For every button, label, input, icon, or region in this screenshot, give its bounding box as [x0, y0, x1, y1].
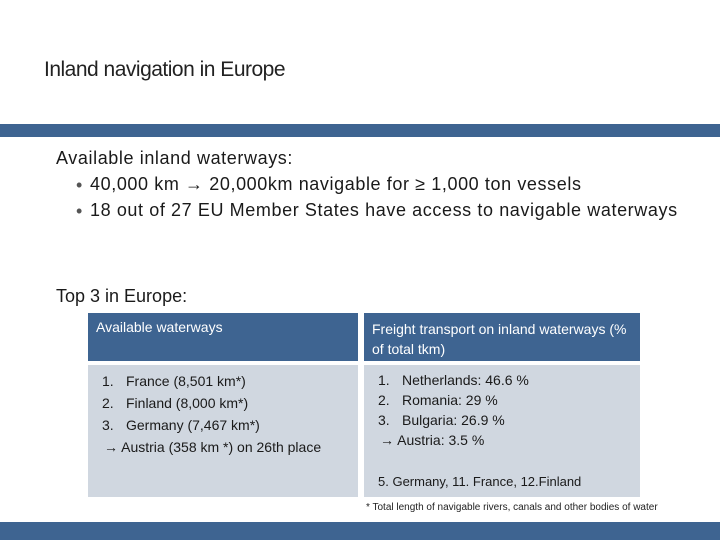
top3-heading: Top 3 in Europe: — [56, 286, 188, 306]
bullet-dot-icon: • — [76, 201, 83, 221]
footer-accent-bar — [0, 522, 720, 540]
list-item: 2. Romania: 29 % — [378, 392, 498, 408]
list-item: 2. Finland (8,000 km*) — [102, 395, 249, 411]
footnote: * Total length of navigable rivers, canals and other bodies of water — [366, 502, 658, 513]
slide-title: Inland navigation in Europe — [44, 58, 286, 81]
list-item: 1. France (8,501 km*) — [102, 373, 246, 389]
bullet-text: 18 out of 27 EU Member States have access to navigable waterways — [90, 200, 678, 220]
intro-heading: Available inland waterways: — [56, 148, 293, 168]
bullet-item — [76, 198, 680, 224]
austria-share-note: → Austria: 3.5 % — [380, 432, 485, 448]
bullet-text: 40,000 km → 20,000km navigable for ≥ 1,000 ton vessels — [90, 174, 582, 194]
header-accent-bar — [0, 124, 720, 137]
list-item: 3. Germany (7,467 km*) — [102, 417, 260, 433]
bullet-dot-icon: • — [76, 175, 83, 195]
list-item: 1. Netherlands: 46.6 % — [378, 372, 529, 388]
column-header-waterways: Available waterways — [88, 313, 358, 361]
list-item: 3. Bulgaria: 26.9 % — [378, 412, 505, 428]
bullet-item — [76, 172, 680, 198]
other-ranks-note: 5. Germany, 11. France, 12.Finland — [378, 474, 582, 489]
austria-rank-note: → Austria (358 km *) on 26th place — [104, 439, 322, 455]
waterways-cell — [88, 365, 358, 497]
freight-cell — [364, 365, 640, 497]
intro-section — [56, 148, 680, 224]
column-header-freight: Freight transport on inland waterways (% of total tkm) — [364, 313, 640, 361]
